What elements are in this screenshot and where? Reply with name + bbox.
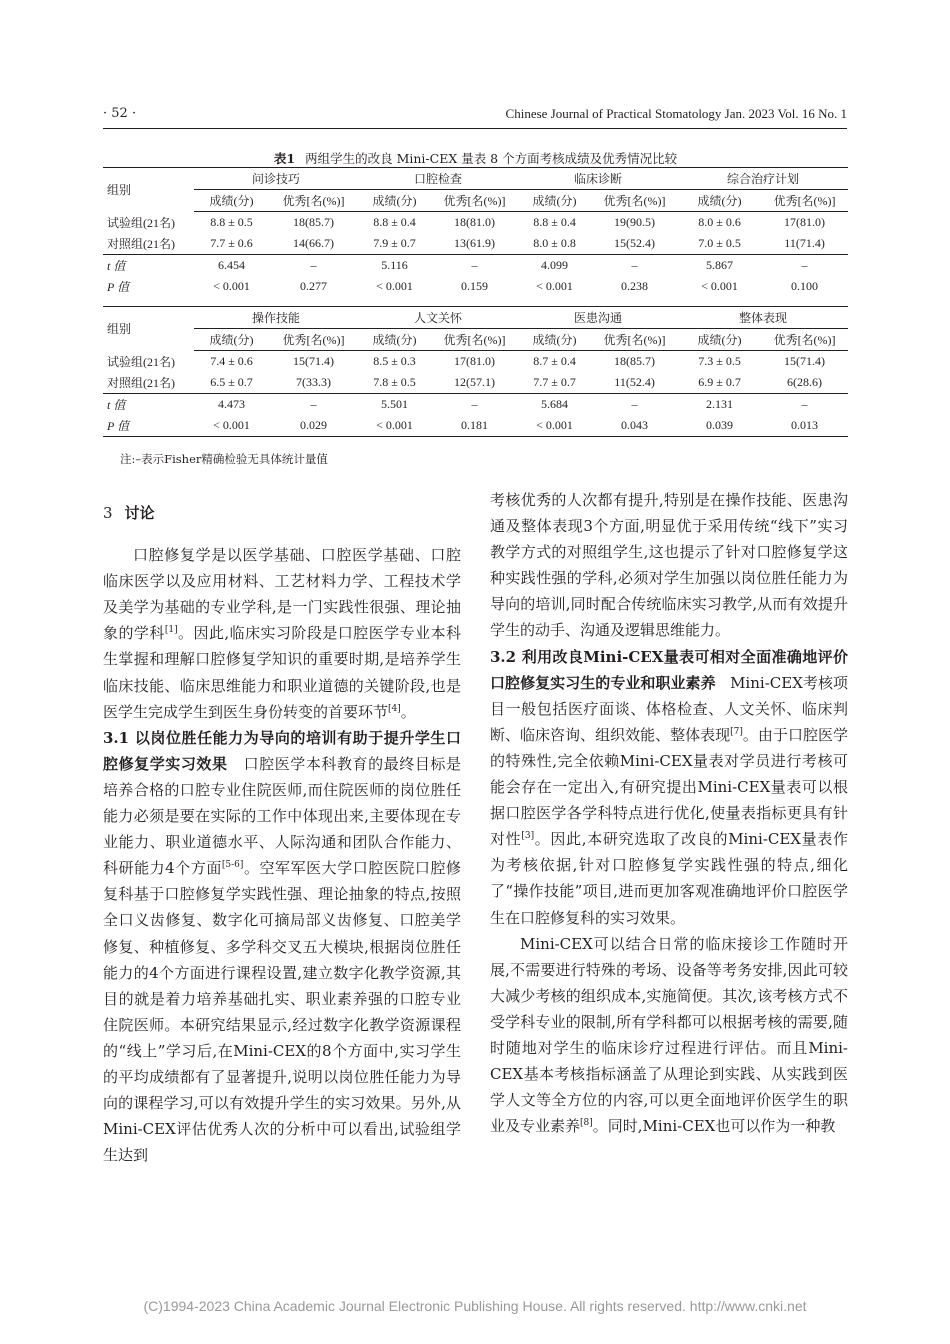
table-cell: –	[431, 394, 518, 416]
row-label: P 值	[107, 280, 130, 294]
table-cell: 8.8 ± 0.4	[373, 215, 416, 229]
table-cell: 19(90.5)	[614, 215, 656, 229]
table-cell: 13(61.9)	[454, 236, 496, 250]
table-cell: 8.5 ± 0.3	[373, 354, 416, 368]
table-cell: 7.8 ± 0.5	[373, 375, 416, 389]
table-cell: 15(71.4)	[784, 354, 826, 368]
table-cell: 18(85.7)	[293, 215, 334, 229]
aspect-header: 人文关怀	[358, 307, 518, 329]
excellent-header: 优秀[名(%)]	[269, 329, 358, 351]
subsection-heading: 3.2 利用改良Mini-CEX量表可相对全面准确地评价口腔修复实习生的专业和职业素养	[490, 647, 848, 692]
subsection-heading: 3.1 以岗位胜任能力为导向的培训有助于提升学生口腔修复学实习效果	[103, 728, 461, 773]
table-title: 两组学生的改良 Mini-CEX 量表 8 个方面考核成绩及优秀情况比较	[305, 151, 678, 166]
table-cell: 7.7 ± 0.7	[533, 375, 576, 389]
table-cell: 8.0 ± 0.6	[698, 215, 741, 229]
table-cell: 0.100	[791, 279, 819, 293]
table-cell: 0.159	[461, 279, 489, 293]
excellent-header: 优秀[名(%)]	[431, 329, 518, 351]
section-title: 讨论	[124, 504, 155, 522]
score-header: 成绩(分)	[358, 329, 431, 351]
table-cell: 0.013	[791, 418, 819, 432]
table-cell: 6.454	[194, 255, 269, 277]
table-cell: –	[761, 394, 848, 416]
table-row	[103, 372, 848, 394]
table-cell: 5.501	[358, 394, 431, 416]
table-caption	[103, 149, 848, 167]
table-cell: 0.043	[621, 418, 649, 432]
table-cell: 7.9 ± 0.7	[373, 236, 416, 250]
results-table-part2	[103, 306, 848, 437]
table-cell: –	[269, 255, 358, 277]
table-cell: 11(71.4)	[784, 236, 825, 250]
table-cell: 0.181	[461, 418, 489, 432]
citation: [4]	[388, 703, 401, 714]
table-cell: 0.238	[621, 279, 649, 293]
excellent-header: 优秀[名(%)]	[591, 190, 678, 212]
table-row	[103, 394, 848, 416]
table-cell: 2.131	[678, 394, 761, 416]
citation: [1]	[164, 625, 178, 636]
header-rule	[103, 128, 847, 129]
results-table-part1	[103, 167, 848, 297]
table-row	[103, 233, 848, 255]
aspect-header: 整体表现	[678, 307, 848, 329]
table-cell: < 0.001	[213, 418, 250, 432]
journal-header: Chinese Journal of Practical Stomatology Jan. 2023 Vol. 16 No. 1	[505, 106, 847, 121]
group-header: 组别	[103, 307, 194, 351]
table-cell: 6(28.6)	[787, 375, 823, 389]
table-cell: < 0.001	[701, 279, 738, 293]
table-cell: 15(52.4)	[614, 236, 656, 250]
table-cell: < 0.001	[376, 279, 413, 293]
table-note: 注:–表示Fisher精确检验无具体统计量值	[120, 452, 328, 466]
table-cell: 14(66.7)	[293, 236, 334, 250]
section-number: 3	[103, 504, 113, 522]
right-column	[490, 487, 848, 1139]
table-row	[103, 351, 848, 373]
row-label: t 值	[103, 255, 194, 277]
row-label: 对照组(21名)	[107, 237, 175, 251]
aspect-header: 医患沟通	[518, 307, 678, 329]
score-header: 成绩(分)	[678, 190, 761, 212]
table-cell: 7.3 ± 0.5	[698, 354, 741, 368]
aspect-header: 问诊技巧	[194, 168, 358, 190]
table-cell: –	[269, 394, 358, 416]
aspect-header: 操作技能	[194, 307, 358, 329]
excellent-header: 优秀[名(%)]	[591, 329, 678, 351]
row-label: 试验组(21名)	[107, 215, 175, 230]
left-column	[103, 500, 461, 1168]
score-header: 成绩(分)	[358, 190, 431, 212]
table-cell: 0.039	[706, 418, 734, 432]
paragraph: 3.1 以岗位胜任能力为导向的培训有助于提升学生口腔修复学实习效果 口腔医学本科教育的最终目标是培养合格的口腔专业住院医师,而住院医师的岗位胜任能力必须是要在实际的工作中体现出来,主要体现在专业能力、职业道德水平、人际沟通和团队合作能力、科研能力4个方面[5-6]。空军军医大学口腔医院口腔修复科基于口腔修复学实践性强、理论抽象的特点,按照全口义齿修复、数字化可摘局部义齿修复、口腔美学修复、种植修复、多学科交叉五大模块,根据岗位胜任能力的4个方面进行课程设置,建立数字化教学资源,其目的就是着力培养基础扎实、职业素养强的口腔专业住院医师。本研究结果显示,经过数字化教学资源课程的“线上”学习后,在Mini-CEX的8个方面中,实习学生的平均成绩都有了显著提升,说明以岗位胜任能力为导向的课程学习,可以有效提升学生的实习效果。另外,从Mini-CEX评估优秀人次的分析中可以看出,试验组学生达到	[103, 728, 461, 1165]
table-cell: 12(57.1)	[454, 375, 496, 389]
copyright-footer: (C)1994-2023 China Academic Journal Electronic Publishing House. All rights reserved. http://www.cnki.net	[143, 1298, 807, 1314]
table-cell: –	[431, 255, 518, 277]
table-cell: 8.8 ± 0.5	[210, 215, 253, 229]
table-cell: 15(71.4)	[293, 354, 334, 368]
table-row	[103, 255, 848, 277]
table-cell: 5.116	[358, 255, 431, 277]
table-cell: 8.8 ± 0.4	[533, 215, 576, 229]
table-cell: –	[591, 394, 678, 416]
table-cell: –	[591, 255, 678, 277]
table-cell: 7.7 ± 0.6	[210, 236, 253, 250]
aspect-header: 口腔检查	[358, 168, 518, 190]
group-header: 组别	[107, 183, 132, 198]
table-cell: 5.684	[518, 394, 591, 416]
paragraph: Mini-CEX可以结合日常的临床接诊工作随时开展,不需要进行特殊的考场、设备等考务安排,因此可较大减少考核的组织成本,实施简便。其次,该考核方式不受学科专业的限制,所有学科都可以根据考核的需要,随时随地对学生的临床诊疗过程进行评估。而且Mini-CEX基本考核指标涵盖了从理论到实践、从实践到医学人文等全方位的内容,可以更全面地评价医学生的职业及专业素养[8]。同时,Mini-CEX也可以作为一种教	[490, 934, 848, 1136]
table-row	[103, 212, 848, 234]
row-label: 试验组(21名)	[107, 354, 175, 369]
table-row	[103, 276, 848, 297]
citation: [5-6]	[221, 860, 244, 871]
table-cell: 18(85.7)	[614, 354, 656, 368]
row-label: P 值	[107, 419, 130, 433]
table-cell: 4.473	[194, 394, 269, 416]
score-header: 成绩(分)	[194, 190, 269, 212]
table-cell: 8.7 ± 0.4	[533, 354, 576, 368]
score-header: 成绩(分)	[518, 190, 591, 212]
table-cell: < 0.001	[376, 418, 413, 432]
page-number: · 52 ·	[103, 106, 137, 121]
table-cell: 7.0 ± 0.5	[698, 236, 741, 250]
table-cell: < 0.001	[536, 279, 573, 293]
table-cell: 4.099	[518, 255, 591, 277]
table-cell: 0.277	[300, 279, 327, 293]
score-header: 成绩(分)	[678, 329, 761, 351]
paragraph: 3.2 利用改良Mini-CEX量表可相对全面准确地评价口腔修复实习生的专业和职业素养 Mini-CEX考核项目一般包括医疗面谈、体格检查、人文关怀、临床判断、临床咨询、组织效能、整体表现[7]。由于口腔医学的特殊性,完全依赖Mini-CEX量表对学员进行考核可能会存在一定出入,有研究提出Mini-CEX量表可以根据口腔医学各学科特点进行优化,使量表指标更具有针对性[3]。因此,本研究选取了改良的Mini-CEX量表作为考核依据,针对口腔修复学实践性强的特点,细化了“操作技能”项目,进而更加客观准确地评价口腔医学生在口腔修复科的实习效果。	[490, 647, 848, 927]
table-cell: < 0.001	[213, 279, 250, 293]
citation: [8]	[580, 1118, 593, 1129]
table-cell: 0.029	[300, 418, 327, 432]
table-cell: 17(81.0)	[784, 215, 826, 229]
score-header: 成绩(分)	[194, 329, 269, 351]
table-cell: 11(52.4)	[614, 375, 655, 389]
row-label: t 值	[103, 394, 194, 416]
table-cell: 6.9 ± 0.7	[698, 375, 741, 389]
table-label: 表1	[273, 151, 296, 166]
paragraph: 口腔修复学是以医学基础、口腔医学基础、口腔临床医学以及应用材料、工艺材料力学、工程技术学及美学为基础的专业学科,是一门实践性很强、理论抽象的学科[1]。因此,临床实习阶段是口腔医学专业本科生掌握和理解口腔修复学知识的重要时期,是培养学生临床技能、临床思维能力和职业道德的关键阶段,也是医学生完成学生到医生身份转变的首要环节[4]。	[103, 546, 461, 721]
table-cell: 7.4 ± 0.6	[210, 354, 253, 368]
paragraph: 考核优秀的人次都有提升,特别是在操作技能、医患沟通及整体表现3个方面,明显优于采用传统“线下”实习教学方式的对照组学生,这也提示了针对口腔修复学这种实践性强的学科,必须对学生加强以岗位胜任能力为导向的培训,同时配合传统临床实习教学,从而有效提升学生的动手、沟通及逻辑思维能力。	[490, 491, 848, 640]
table-row	[103, 415, 848, 437]
aspect-header: 综合治疗计划	[678, 168, 848, 190]
table-cell: 8.0 ± 0.8	[533, 236, 576, 250]
excellent-header: 优秀[名(%)]	[761, 190, 848, 212]
excellent-header: 优秀[名(%)]	[761, 329, 848, 351]
table-cell: < 0.001	[536, 418, 573, 432]
table-cell: 7(33.3)	[296, 375, 331, 389]
section-heading	[103, 500, 461, 526]
table-cell: 17(81.0)	[454, 354, 496, 368]
table-cell: 5.867	[678, 255, 761, 277]
table-cell: 6.5 ± 0.7	[210, 375, 253, 389]
row-label: 对照组(21名)	[107, 376, 175, 390]
score-header: 成绩(分)	[518, 329, 591, 351]
aspect-header: 临床诊断	[518, 168, 678, 190]
excellent-header: 优秀[名(%)]	[431, 190, 518, 212]
excellent-header: 优秀[名(%)]	[269, 190, 358, 212]
table-cell: 18(81.0)	[454, 215, 496, 229]
citation: [7]	[730, 726, 743, 737]
table-cell: –	[761, 255, 848, 277]
citation: [3]	[521, 831, 535, 842]
